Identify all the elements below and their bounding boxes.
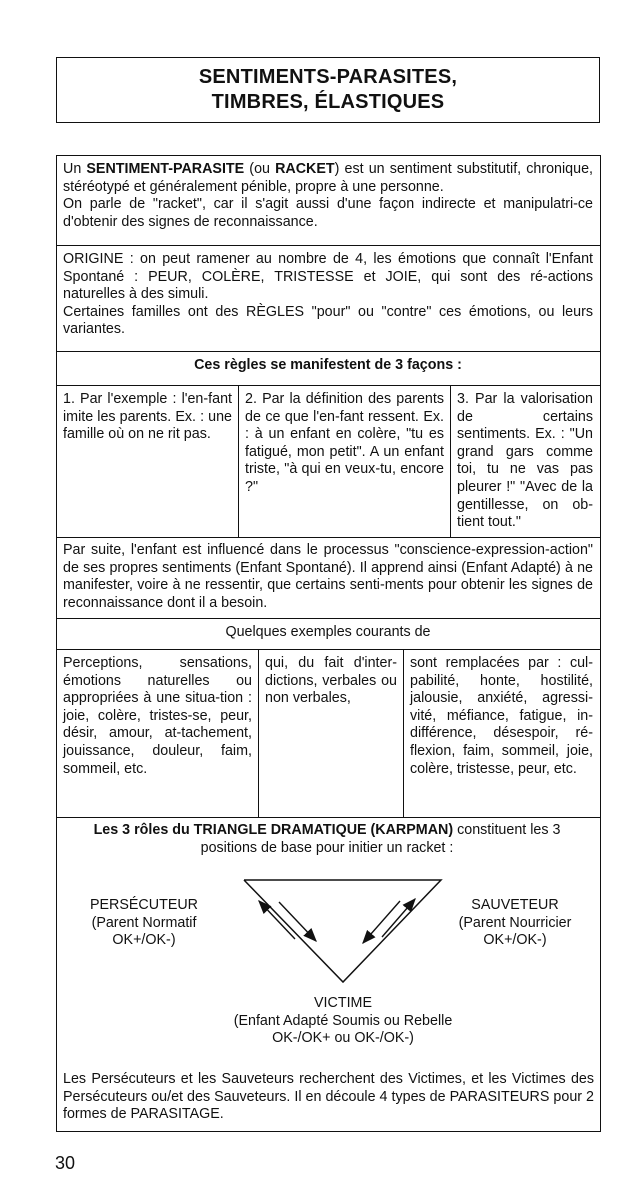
title-box [56,57,600,123]
definition-section [57,156,600,246]
label-victime: VICTIME (Enfant Adapté Soumis ou Rebelle OK-/OK+ ou OK-/OK-) [233,995,453,1047]
exemples-naturelles: Perceptions, sensations, émotions naturelles ou appropriées à une situa-tion : joie, colère, tristes-se, peur, désir, amour, at-tachement, jouissance, douleur, faim, sommeil, etc. [57,650,259,817]
triangle-intro: Les 3 rôles du TRIANGLE DRAMATIQUE (KARPMAN) constituent les 3 positions de base pour initier un racket : [93,822,561,856]
content-box [56,155,601,1132]
regles-header: Ces règles se manifestent de 3 façons : [57,352,600,386]
exemples-header: Quelques exemples courants de [57,619,600,650]
regles-columns [57,386,600,538]
conclusion-paragraph: Les Persécuteurs et les Sauveteurs recherchent des Victimes, et les Victimes des Persécuteurs ou/et des Sauveteurs. Il en découle 4 types de PARASITEURS pour 2 formes de PARASITAGE. [63,1071,594,1123]
exemples-remplacees: sont remplacées par : cul-pabilité, honte, hostilité, jalousie, anxiété, agressi-vité, méfiance, fatigue, in-différence, désespoir, ré-flexion, faim, sommeil, joie, colère, tristesse, peur, etc. [410,655,593,777]
definition-paragraph-2: On parle de "racket", car il s'agit aussi d'une façon indirecte et manipulatri-ce d'obtenir des signes de reconnaissance. [63,196,593,230]
label-persecuteur: PERSÉCUTEUR (Parent Normatif OK+/OK-) [89,897,199,949]
title-line-1: SENTIMENTS-PARASITES, [198,66,458,88]
term-racket: RACKET [275,161,335,177]
arrow-persecuteur [259,901,295,939]
origine-section [57,246,600,352]
arrow-sauveteur [382,899,415,937]
title-line-2: TIMBRES, ÉLASTIQUES [211,91,445,113]
label-sauveteur: SAUVETEUR (Parent Nourricier OK+/OK-) [458,897,572,949]
regle-definition: 2. Par la définition des parents de ce que l'en-fant ressent. Ex. : à un enfant en colère, "tu es fatigué, mon petit". A un enfant triste, "à qui en veux-tu, encore ?" [239,386,451,537]
origine-paragraph-1: ORIGINE : on peut ramener au nombre de 4, les émotions que connaît l'Enfant Spontané : PEUR, COLÈRE, TRISTESSE et JOIE, qui sont des ré-actions naturelles à des simuli. [63,251,593,303]
origine-paragraph-2: Certaines familles ont des RÈGLES "pour" ou "contre" ces émotions, ou leurs variantes. [63,303,593,338]
exemples-columns [57,650,600,818]
par-suite-section: Par suite, l'enfant est influencé dans le processus "conscience-expression-action" de ses propres sentiments (Enfant Spontané). Il apprend ainsi (Enfant Adapté) à ne manifester, voire à ne ressentir, que certains senti-ments pour obtenir les signes de reconnaissance dont il a besoin. [57,537,600,619]
regle-valorisation: 3. Par la valorisation de certains sentiments. Ex. : "Un grand gars comme toi, tu ne vas pas pleurer !" "Avec de la gentillesse, on ob-tient tout." [457,391,593,531]
exemples-interdictions: qui, du fait d'inter-dictions, verbales ou non verbales, [259,650,404,817]
page-number: 30 [55,1153,76,1173]
triangle-section [57,817,600,1131]
definition-paragraph-1: Un SENTIMENT-PARASITE (ou RACKET) est un sentiment substitutif, chronique, stéréotypé et généralement pénible, propre à une personne. [63,161,594,195]
term-sentiment-parasite: SENTIMENT-PARASITE [86,161,245,177]
triangle-outline [244,880,441,982]
regle-exemple: 1. Par l'exemple : l'en-fant imite les parents. Ex. : une famille où on ne rit pas. [57,386,239,537]
